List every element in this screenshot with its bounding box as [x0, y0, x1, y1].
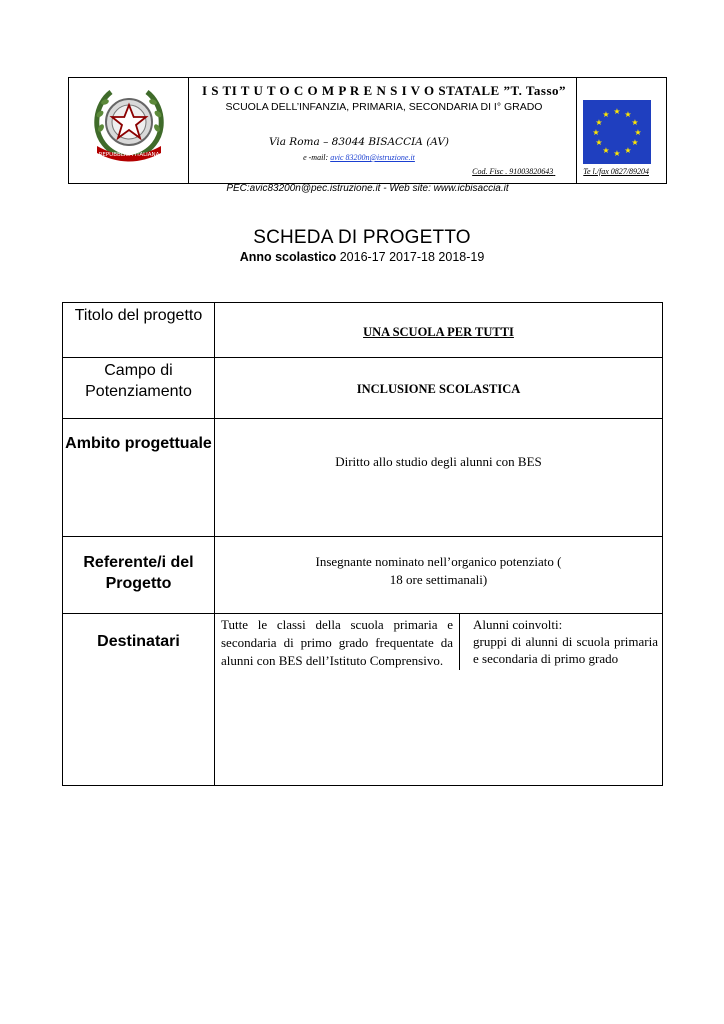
school-name: I S TI T U T O C O M P R E N S I V O STATALE ”T. Tasso” — [201, 83, 567, 98]
recipients-split — [215, 614, 662, 670]
svg-text:★: ★ — [602, 110, 610, 119]
referent-line-2: 18 ore settimanali) — [389, 572, 488, 587]
svg-text:★: ★ — [613, 107, 621, 116]
row-label-scope: Ambito progettuale — [63, 419, 215, 537]
project-scope-value: Diritto allo studio degli alunni con BES — [215, 419, 663, 537]
school-years: 2016-17 2017-18 2018-19 — [336, 250, 485, 264]
project-field-value: INCLUSIONE SCOLASTICA — [215, 358, 663, 419]
project-title-value: UNA SCUOLA PER TUTTI — [215, 303, 663, 358]
row-label-field: Campo di Potenziamento — [63, 358, 215, 419]
svg-text:★: ★ — [602, 146, 610, 155]
svg-text:★: ★ — [634, 128, 642, 137]
svg-text:★: ★ — [595, 118, 603, 127]
row-label-referent: Referente/i del Progetto — [63, 537, 215, 614]
row-label-recipients: Destinatari — [63, 614, 215, 786]
svg-text:★: ★ — [613, 149, 621, 158]
table-row — [63, 358, 663, 419]
pec-website-line: PEC:avic83200n@pec.istruzione.it - Web site: www.icbisaccia.it — [226, 183, 509, 194]
project-recipients-value — [215, 614, 663, 786]
email-prefix: e -mail: — [303, 153, 329, 162]
svg-text:★: ★ — [595, 138, 603, 147]
recipients-students-text: gruppi di alunni di scuola primaria e secondaria di primo grado — [473, 634, 658, 666]
school-address: Via Roma – 83044 BISACCIA (AV) — [268, 136, 450, 148]
svg-text:★: ★ — [624, 146, 632, 155]
fiscal-phone-line — [194, 167, 649, 176]
school-subtitle: SCUOLA DELL’INFANZIA, PRIMARIA, SECONDARIA DI I° GRADO — [225, 101, 543, 113]
italian-republic-emblem-icon — [89, 84, 169, 164]
school-year-label: Anno scolastico — [239, 250, 337, 264]
row-label-title: Titolo del progetto — [63, 303, 215, 358]
svg-text:★: ★ — [631, 138, 639, 147]
document-title: SCHEDA DI PROGETTO — [253, 227, 471, 248]
letterhead-divider — [188, 78, 189, 183]
referent-line-1: Insegnante nominato nell’organico potenziato ( — [315, 554, 562, 569]
recipients-students — [460, 614, 662, 670]
svg-text:★: ★ — [631, 118, 639, 127]
project-referent-value — [215, 537, 663, 614]
email-link[interactable]: avic 83200n@istruzione.it — [330, 153, 415, 162]
table-row — [63, 614, 663, 786]
letterhead — [68, 77, 667, 184]
table-row — [63, 419, 663, 537]
svg-text:★: ★ — [624, 110, 632, 119]
emblem-text: REPUBBLICA ITALIANA — [98, 152, 160, 158]
table-row — [63, 303, 663, 358]
phone-fax: Te l./fax 0827/89204 — [583, 167, 649, 176]
school-year-line — [0, 250, 724, 264]
recipients-students-heading: Alunni coinvolti: — [473, 617, 563, 632]
email-line — [194, 153, 524, 162]
recipients-classes: Tutte le classi della scuola primaria e secondaria di primo grado frequentate da alunni con BES dell’Istituto Comprensivo. — [215, 614, 460, 670]
project-table — [62, 302, 663, 786]
table-row — [63, 537, 663, 614]
eu-flag-icon — [583, 100, 651, 164]
fiscal-code: Cod. Fisc . 91003820643 — [472, 167, 554, 176]
svg-text:★: ★ — [592, 128, 600, 137]
